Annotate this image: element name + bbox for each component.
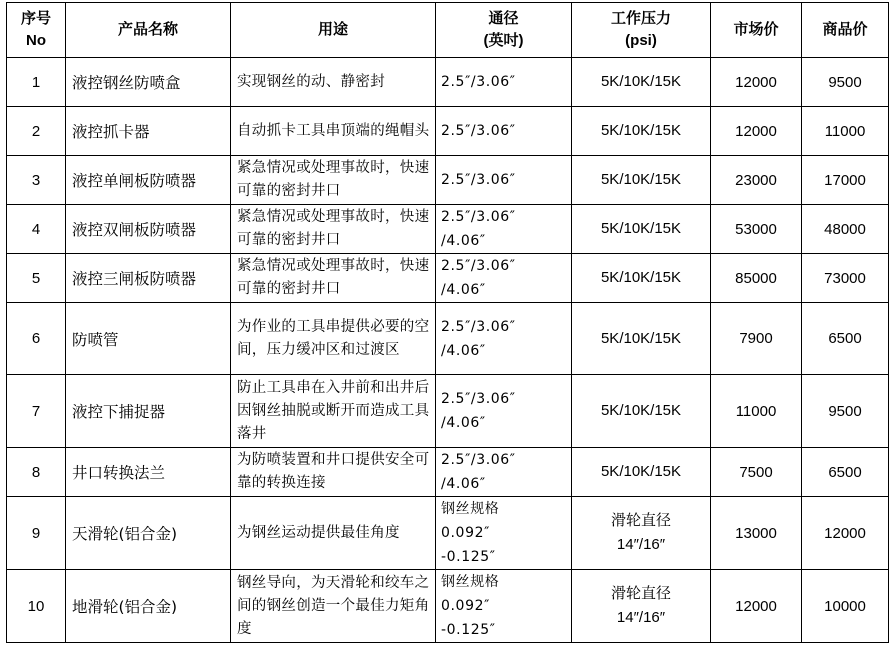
row-no: 6 xyxy=(7,303,66,375)
row-no: 1 xyxy=(7,58,66,107)
row-market-price: 7900 xyxy=(711,303,802,375)
row-product-price: 73000 xyxy=(802,254,889,303)
row-product-name: 液控钢丝防喷盒 xyxy=(66,58,231,107)
row-use: 实现钢丝的动、静密封 xyxy=(231,58,436,107)
row-no: 2 xyxy=(7,107,66,156)
row-no: 7 xyxy=(7,375,66,448)
table-row xyxy=(7,107,889,156)
row-use: 钢丝导向，为天滑轮和绞车之间的钢丝创造一个最佳力矩角度 xyxy=(231,570,436,643)
header-working-pressure: 工作压力 (psi) xyxy=(572,3,711,58)
row-product-name: 液控下捕捉器 xyxy=(66,375,231,448)
row-pressure: 滑轮直径 14″/16″ xyxy=(572,497,711,570)
row-product-name: 液控单闸板防喷器 xyxy=(66,156,231,205)
table-row xyxy=(7,156,889,205)
row-product-name: 液控抓卡器 xyxy=(66,107,231,156)
table-row xyxy=(7,205,889,254)
row-diameter: 2.5″/3.06″ /4.06″ xyxy=(436,254,572,303)
row-product-name: 地滑轮(铝合金) xyxy=(66,570,231,643)
table-row xyxy=(7,254,889,303)
row-diameter: 2.5″/3.06″ /4.06″ xyxy=(436,375,572,448)
row-market-price: 12000 xyxy=(711,107,802,156)
row-product-name: 液控双闸板防喷器 xyxy=(66,205,231,254)
row-diameter: 2.5″/3.06″ /4.06″ xyxy=(436,205,572,254)
row-no: 3 xyxy=(7,156,66,205)
row-no: 9 xyxy=(7,497,66,570)
table-row xyxy=(7,570,889,643)
table-row xyxy=(7,375,889,448)
row-product-name: 井口转换法兰 xyxy=(66,448,231,497)
header-use: 用途 xyxy=(231,3,436,58)
row-diameter: 2.5″/3.06″ xyxy=(436,156,572,205)
table-row xyxy=(7,58,889,107)
row-diameter: 钢丝规格 0.092″ -0.125″ xyxy=(436,497,572,570)
row-no: 10 xyxy=(7,570,66,643)
header-product-name: 产品名称 xyxy=(66,3,231,58)
row-product-price: 9500 xyxy=(802,375,889,448)
row-product-price: 10000 xyxy=(802,570,889,643)
row-pressure: 5K/10K/15K xyxy=(572,303,711,375)
row-use: 紧急情况或处理事故时，快速可靠的密封井口 xyxy=(231,254,436,303)
row-product-name: 天滑轮(铝合金) xyxy=(66,497,231,570)
row-use: 紧急情况或处理事故时，快速可靠的密封井口 xyxy=(231,205,436,254)
row-pressure: 5K/10K/15K xyxy=(572,375,711,448)
row-market-price: 7500 xyxy=(711,448,802,497)
row-pressure: 滑轮直径 14″/16″ xyxy=(572,570,711,643)
row-market-price: 85000 xyxy=(711,254,802,303)
row-pressure: 5K/10K/15K xyxy=(572,58,711,107)
row-pressure: 5K/10K/15K xyxy=(572,254,711,303)
row-product-price: 17000 xyxy=(802,156,889,205)
row-market-price: 12000 xyxy=(711,570,802,643)
row-diameter: 2.5″/3.06″ /4.06″ xyxy=(436,448,572,497)
row-pressure: 5K/10K/15K xyxy=(572,107,711,156)
row-use: 防止工具串在入井前和出井后因钢丝抽脱或断开而造成工具落井 xyxy=(231,375,436,448)
row-pressure: 5K/10K/15K xyxy=(572,205,711,254)
table-row xyxy=(7,303,889,375)
row-product-price: 9500 xyxy=(802,58,889,107)
header-diameter: 通径 (英吋) xyxy=(436,3,572,58)
row-no: 4 xyxy=(7,205,66,254)
row-diameter: 2.5″/3.06″ xyxy=(436,58,572,107)
row-market-price: 23000 xyxy=(711,156,802,205)
row-product-price: 48000 xyxy=(802,205,889,254)
header-no: 序号 No xyxy=(7,3,66,58)
header-market-price: 市场价 xyxy=(711,3,802,58)
header-product-price: 商品价 xyxy=(802,3,889,58)
row-product-price: 6500 xyxy=(802,303,889,375)
row-use: 为钢丝运动提供最佳角度 xyxy=(231,497,436,570)
row-diameter: 2.5″/3.06″ xyxy=(436,107,572,156)
row-use: 紧急情况或处理事故时，快速可靠的密封井口 xyxy=(231,156,436,205)
row-use: 为作业的工具串提供必要的空间，压力缓冲区和过渡区 xyxy=(231,303,436,375)
row-pressure: 5K/10K/15K xyxy=(572,156,711,205)
table-row xyxy=(7,448,889,497)
row-product-price: 11000 xyxy=(802,107,889,156)
row-market-price: 13000 xyxy=(711,497,802,570)
row-diameter: 钢丝规格 0.092″ -0.125″ xyxy=(436,570,572,643)
row-market-price: 11000 xyxy=(711,375,802,448)
row-no: 8 xyxy=(7,448,66,497)
row-product-name: 防喷管 xyxy=(66,303,231,375)
row-use: 为防喷装置和井口提供安全可靠的转换连接 xyxy=(231,448,436,497)
row-no: 5 xyxy=(7,254,66,303)
product-price-table xyxy=(6,2,889,643)
row-pressure: 5K/10K/15K xyxy=(572,448,711,497)
header-row xyxy=(7,3,889,58)
table-row xyxy=(7,497,889,570)
row-use: 自动抓卡工具串顶端的绳帽头 xyxy=(231,107,436,156)
row-product-price: 6500 xyxy=(802,448,889,497)
row-product-price: 12000 xyxy=(802,497,889,570)
row-market-price: 53000 xyxy=(711,205,802,254)
row-diameter: 2.5″/3.06″ /4.06″ xyxy=(436,303,572,375)
row-product-name: 液控三闸板防喷器 xyxy=(66,254,231,303)
row-market-price: 12000 xyxy=(711,58,802,107)
